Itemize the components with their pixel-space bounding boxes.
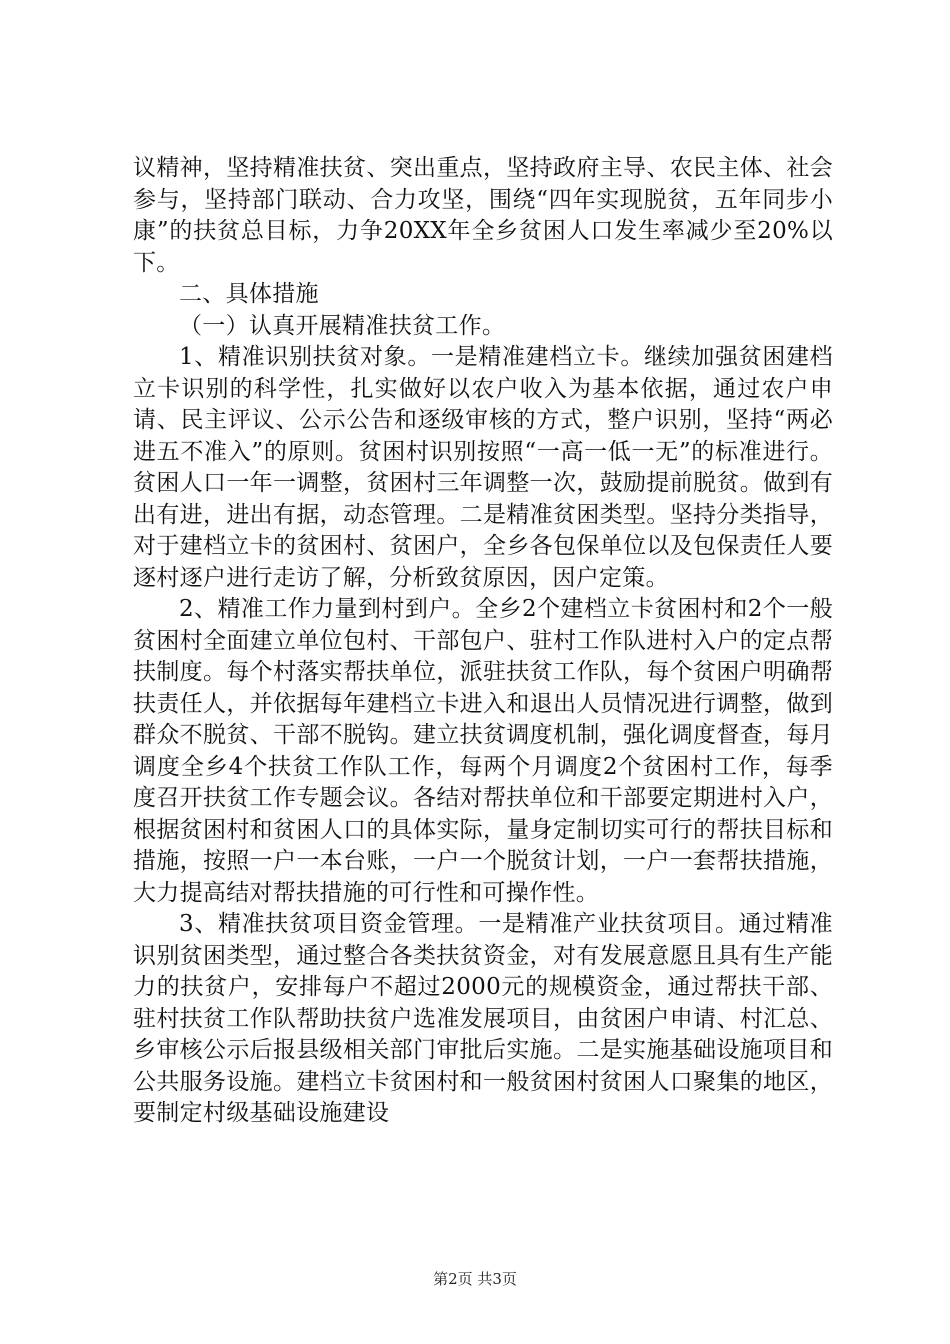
paragraph-item-3: 3、精准扶贫项目资金管理。一是精准产业扶贫项目。通过精准识别贫困类型，通过整合各类扶贫资金，对有发展意愿且具有生产能力的扶贫户，安排每户不超过2000元的规模资金，通过帮扶干部、驻村扶贫工作队帮助扶贫户选准发展项目，由贫困户申请、村汇总、乡审核公示后报县级相关部门审批后实施。二是实施基础设施项目和公共服务设施。建档立卡贫困村和一般贫困村贫困人口聚集的地区，要制定村级基础设施建设 bbox=[133, 911, 833, 1126]
subsection-heading: （一）认真开展精准扶贫工作。 bbox=[179, 312, 506, 339]
page-footer: 第2页 共3页 bbox=[433, 1270, 517, 1288]
document-body bbox=[133, 153, 833, 1130]
paragraph-item-2: 2、精准工作力量到村到户。全乡2个建档立卡贫困村和2个一般贫困村全面建立单位包村、干部包户、驻村工作队进村入户的定点帮扶制度。每个村落实帮扶单位，派驻扶贫工作队，每个贫困户明确帮扶责任人，并依据每年建档立卡进入和退出人员情况进行调整，做到群众不脱贫、干部不脱钩。建立扶贫调度机制，强化调度督查，每月调度全乡4个扶贫工作队工作，每两个月调度2个贫困村工作，每季度召开扶贫工作专题会议。各结对帮扶单位和干部要定期进村入户，根据贫困村和贫困人口的具体实际，量身定制切实可行的帮扶目标和措施，按照一户一本台账，一户一个脱贫计划，一户一套帮扶措施，大力提高结对帮扶措施的可行性和可操作性。 bbox=[133, 596, 833, 906]
paragraph-continuation: 议精神，坚持精准扶贫、突出重点，坚持政府主导、农民主体、社会参与，坚持部门联动、合力攻坚，围绕“四年实现脱贫，五年同步小康”的扶贫总目标，力争20XX年全乡贫困人口发生率减少至20%以下。 bbox=[133, 155, 833, 276]
paragraph-item-1: 1、精准识别扶贫对象。一是精准建档立卡。继续加强贫困建档立卡识别的科学性，扎实做好以农户收入为基本依据，通过农户申请、民主评议、公示公告和逐级审核的方式，整户识别，坚持“两必进五不准入”的原则。贫困村识别按照“一高一低一无”的标准进行。贫困人口一年一调整，贫困村三年调整一次，鼓励提前脱贫。做到有出有进，进出有据，动态管理。二是精准贫困类型。坚持分类指导，对于建档立卡的贫困村、贫困户，全乡各包保单位以及包保责任人要逐村逐户进行走访了解，分析致贫原因，因户定策。 bbox=[133, 344, 833, 591]
section-heading: 二、具体措施 bbox=[179, 281, 319, 307]
